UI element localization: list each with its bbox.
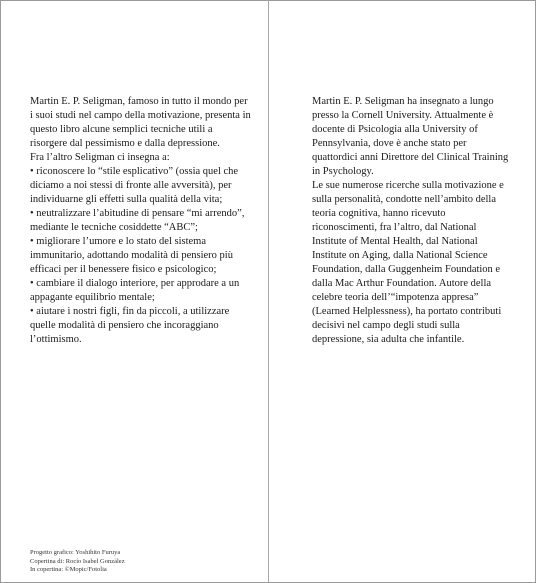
author-bio-paragraph: Martin E. P. Seligman ha insegnato a lungo presso la Cornell University. Attualmente è docente di Psicologia alla University of Pennsylvania, dove è anche stato per quattordici anni Direttore del Clinical Training in Psychology. <box>312 96 509 177</box>
list-item: • aiutare i nostri figli, fin da piccoli, a utilizzare quelle modalità di pensiero che incoraggiano l’ottimismo. <box>30 306 230 345</box>
list-item: • cambiare il dialogo interiore, per approdare a un appagante equilibrio mentale; <box>30 278 240 303</box>
lead-line: Fra l’altro Seligman ci insegna a: <box>30 152 170 163</box>
benefits-list <box>30 165 252 347</box>
research-paragraph: Le sue numerose ricerche sulla motivazione e sulla personalità, condotte nell’ambito della teoria cognitiva, hanno ricevuto riconoscimenti, fra l’altro, dal National Institute of Mental Health, dal National Institute on Aging, dalla National Science Foundation, dalla Guggenheim Foundation e dalla Mac Arthur Foundation. Autore della celebre teoria dell’“impotenza appresa” (Learned Helplessness), ha portato contributi decisivi nel campo degli studi sulla depressione, sia adulta che infantile. <box>312 180 504 345</box>
credit-line-design: Progetto grafico: Yoshihito Furuya <box>30 549 121 556</box>
credits-block <box>30 549 230 575</box>
right-flap-text <box>312 95 510 347</box>
list-item: • riconoscere lo “stile esplicativo” (ossia quel che diciamo a noi stessi di fronte alle avversità), per individuarne gli effetti sulla qualità della vita; <box>30 166 239 205</box>
list-item: • migliorare l’umore e lo stato del sistema immunitario, adottando modalità di pensiero più efficaci per il benessere fisico e psicologico; <box>30 236 233 275</box>
list-item: • neutralizzare l’abitudine di pensare “mi arrendo”, mediante le tecniche cosiddette “ABC”; <box>30 208 245 233</box>
credit-line-cover: Copertina di: Rocío Isabel González <box>30 557 125 565</box>
page-fold-divider <box>268 0 269 583</box>
intro-paragraph: Martin E. P. Seligman, famoso in tutto il mondo per i suoi studi nel campo della motivazione, presenta in questo libro alcune semplici tecniche utili a risorgere dal pessimismo e dalla depressione. <box>30 96 251 149</box>
credit-line-image: In copertina: ©Mopic/Fotolia <box>30 566 107 573</box>
left-flap-text <box>30 95 252 347</box>
